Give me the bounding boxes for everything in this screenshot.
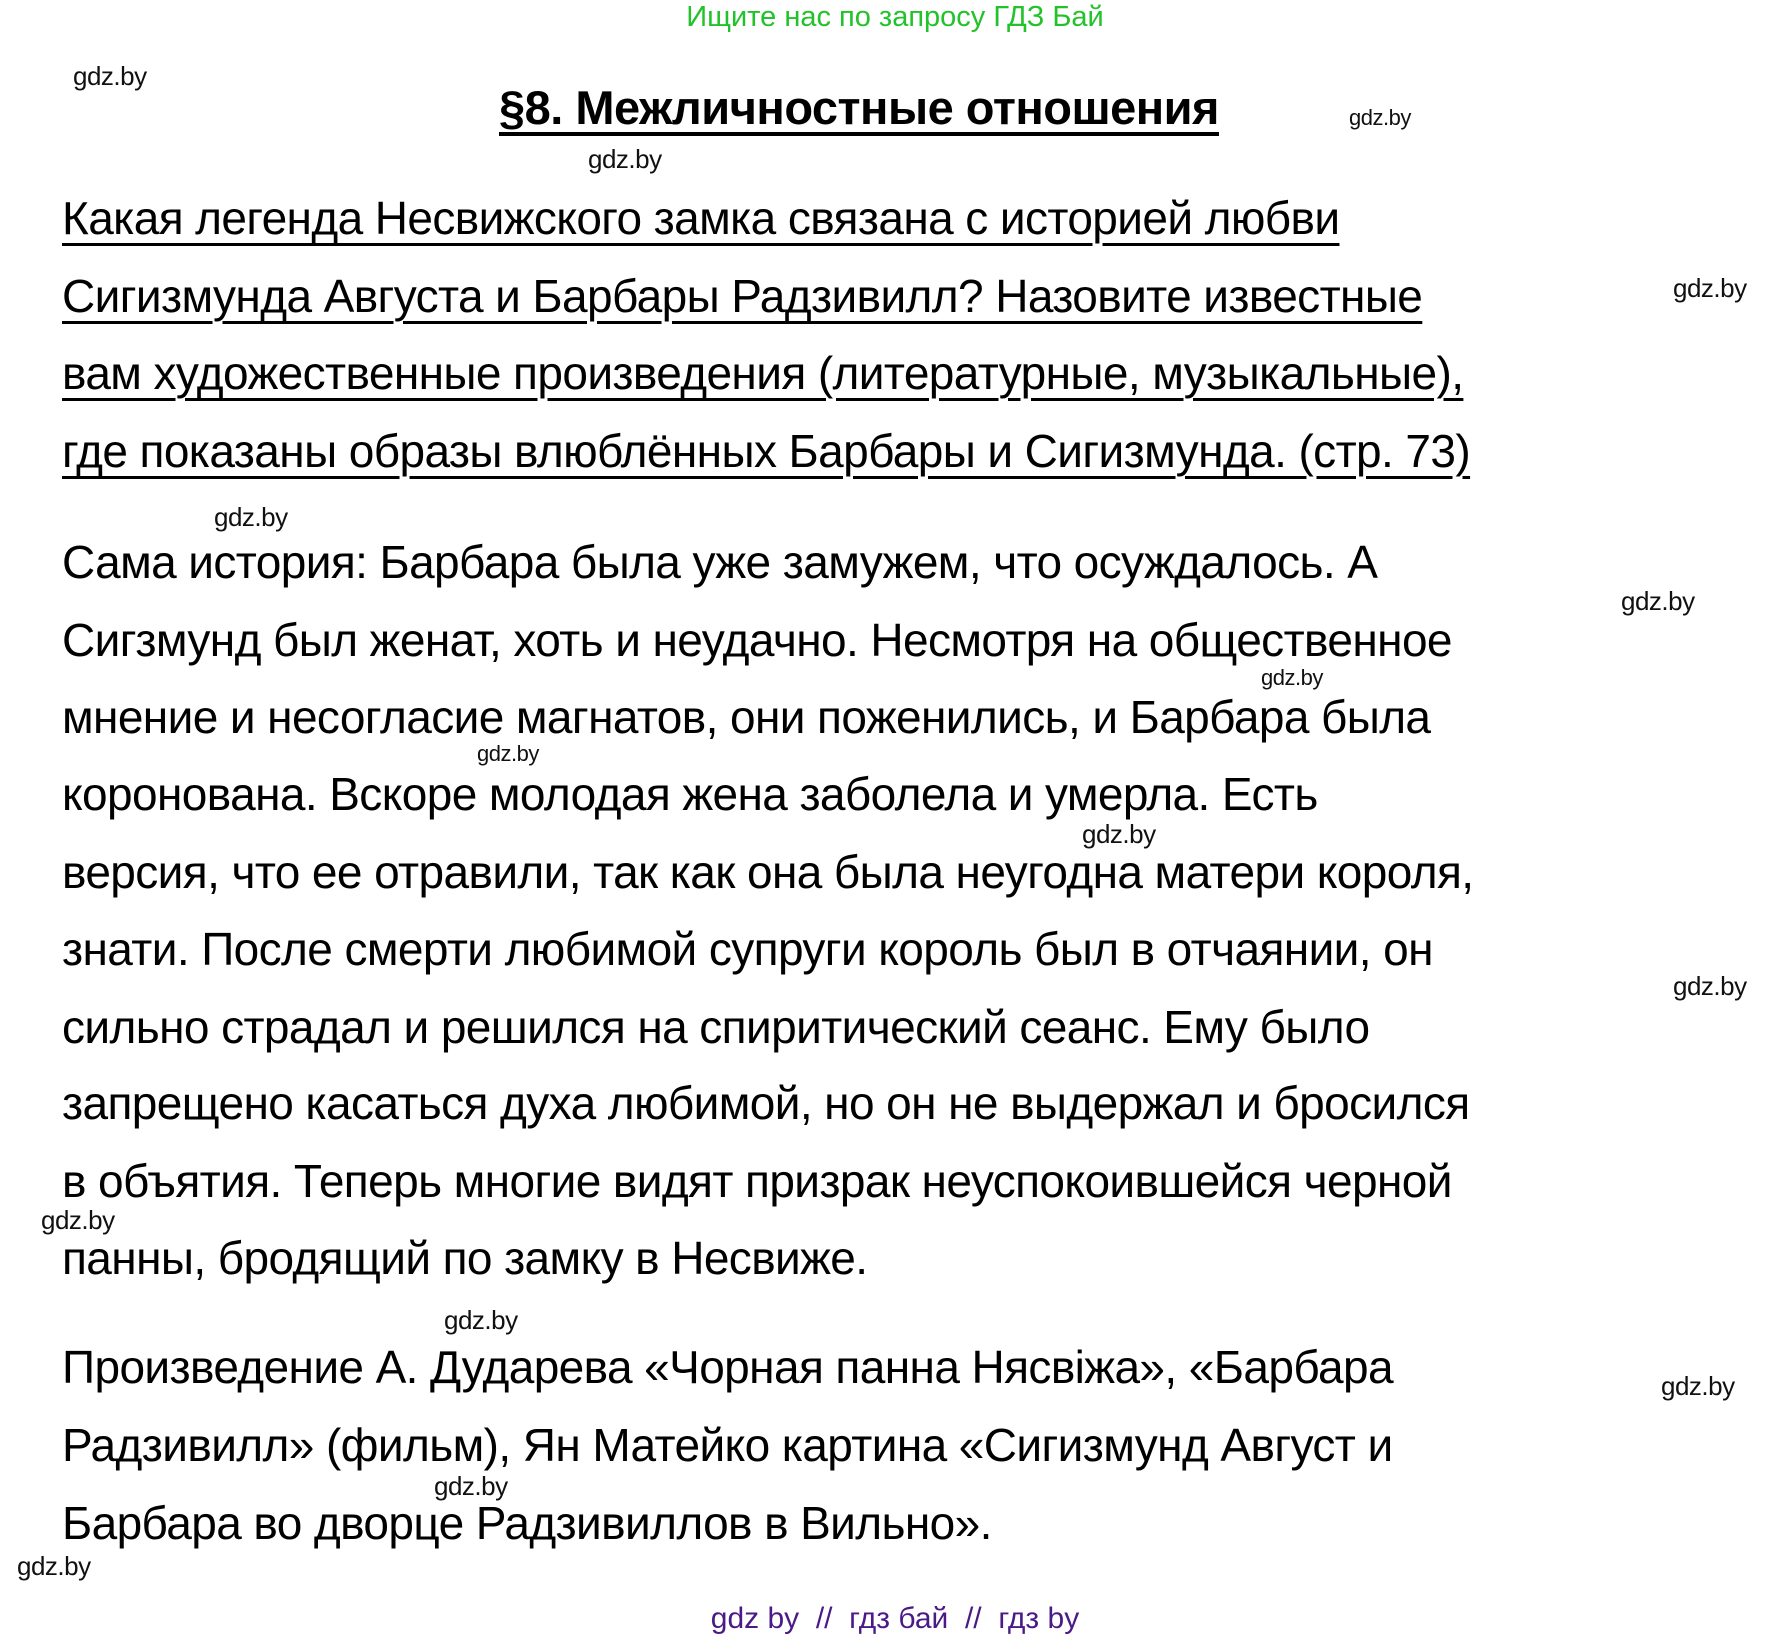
watermark: gdz.by — [434, 1471, 508, 1501]
watermark: gdz.by — [1673, 273, 1747, 303]
answer-line: Радзивилл» (фильм), Ян Матейко картина «Сигизмунд Август и — [62, 1419, 1393, 1471]
answer-line: Сама история: Барбара была уже замужем, что осуждалось. А — [62, 536, 1378, 588]
question-line: где показаны образы влюблённых Барбары и Сигизмунда. (стр. 73) — [62, 425, 1471, 477]
answer-line: панны, бродящий по замку в Несвиже. — [62, 1232, 868, 1284]
question-line: Сигизмунда Августа и Барбары Радзивилл? Назовите известные — [62, 270, 1423, 322]
watermark: gdz.by — [214, 502, 288, 532]
search-hint-banner: Ищите нас по запросу ГДЗ Бай — [686, 1, 1104, 33]
question-line: вам художественные произведения (литературные, музыкальные), — [62, 347, 1464, 399]
footer-links[interactable]: gdz by // гдз бай // гдз by — [710, 1602, 1080, 1635]
watermark: gdz.by — [1661, 1371, 1735, 1401]
watermark: gdz.by — [73, 61, 147, 91]
watermark: gdz.by — [1261, 665, 1323, 690]
answer-line: знати. После смерти любимой супруги король был в отчаянии, он — [62, 923, 1433, 975]
question-line: Какая легенда Несвижского замка связана с историей любви — [62, 192, 1340, 244]
watermark: gdz.by — [1349, 105, 1411, 130]
page-title: §8. Межличностные отношения — [499, 81, 1219, 134]
watermark: gdz.by — [1673, 971, 1747, 1001]
watermark: gdz.by — [17, 1551, 91, 1581]
answer-line: версия, что ее отравили, так как она была неугодна матери короля, — [62, 846, 1474, 898]
answer-line: Сигзмунд был женат, хоть и неудачно. Несмотря на общественное — [62, 614, 1452, 666]
answer-line: запрещено касаться духа любимой, но он не выдержал и бросился — [62, 1077, 1470, 1129]
answer-line: Барбара во дворце Радзивиллов в Вильно». — [62, 1497, 992, 1549]
watermark: gdz.by — [1082, 819, 1156, 849]
watermark: gdz.by — [477, 741, 539, 766]
answer-line: мнение и несогласие магнатов, они поженились, и Барбара была — [62, 691, 1431, 743]
answer-line: сильно страдал и решился на спиритический сеанс. Ему было — [62, 1001, 1370, 1053]
answer-line: коронована. Вскоре молодая жена заболела и умерла. Есть — [62, 768, 1318, 820]
watermark: gdz.by — [1621, 586, 1695, 616]
watermark: gdz.by — [588, 144, 662, 174]
watermark: gdz.by — [444, 1305, 518, 1335]
answer-line: в объятия. Теперь многие видят призрак неуспокоившейся черной — [62, 1155, 1452, 1207]
answer-line: Произведение А. Дударева «Чорная панна Нясвіжа», «Барбара — [62, 1341, 1393, 1393]
watermark: gdz.by — [41, 1205, 115, 1235]
